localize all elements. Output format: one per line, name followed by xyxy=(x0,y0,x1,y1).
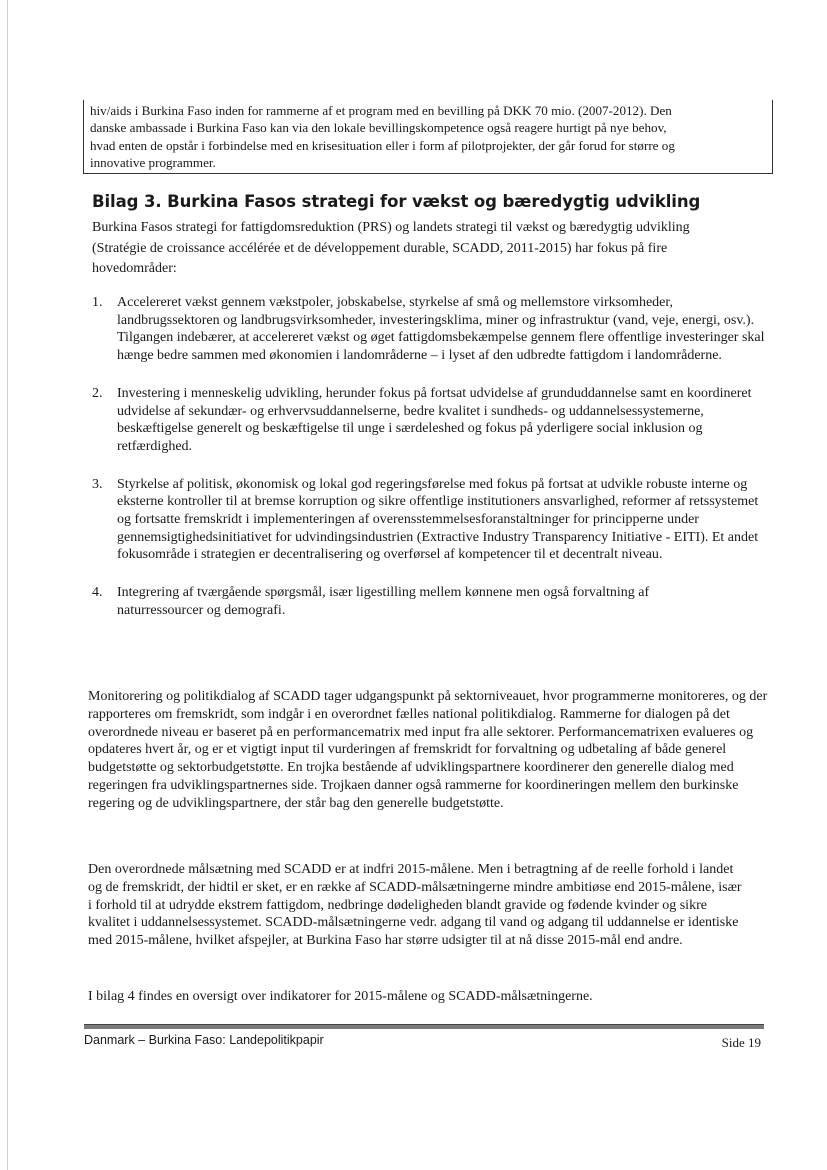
list-number: 4. xyxy=(92,585,103,601)
box-line: hvad enten de opstår i forbindelse med en krisesituation eller i form af pilotprojekter, der går forud for større og xyxy=(90,137,675,153)
scan-edge-line xyxy=(7,0,8,1170)
footer-rule xyxy=(84,1024,764,1029)
focus-areas-list xyxy=(92,294,772,620)
page-number: Side 19 xyxy=(721,1035,761,1050)
list-text: Styrkelse af politisk, økonomisk og lokal god regeringsførelse med fokus på fortsat at udvikle robuste interne og eksterne kontroller til at bremse korruption og sikre offentlige institutioners ansvarlighed, reformer af retssystemet og fortsatte fremskridt i implementeringen af overensstemmelsesforanstaltninger for principperne under gennemsigtighedsinitiativet for udvindingsindustrien (Extractive Industry Transparency Initiative - EITI). Et andet fokusområde i strategien er decentralisering og overførsel af kompetencer til et decentralt niveau. xyxy=(117,476,759,563)
box-line: innovative programmer. xyxy=(90,155,216,171)
box-line: danske ambassade i Burkina Faso kan via den lokale bevillingskompetence også reagere hurtigt på nye behov, xyxy=(90,120,667,136)
monitoring-paragraph: Monitorering og politikdialog af SCADD tager udgangspunkt på sektorniveauet, hvor programmerne monitoreres, og der rapporteres om fremskridt, som indgår i en overordnet fælles national politikdialog. Rammerne for dialogen på det overordnede niveau er baseret på en performancematrix med input fra alle sektorer. Performancematrixen evalueres og opdateres hvert år, og er et vigtigt input til vurderingen af fremskridt for forvaltning og udbetaling af både generel budgetstøtte og sektorbudgetstøtte. En trojka bestående af udviklingspartnere koordinerer den generelle dialog med regeringen fra udviklingspartnernes side. Trojkaen danner også rammerne for koordineringen mellem den burkinske regering og de udviklingspartnere, der står bag den generelle budgetstøtte. xyxy=(88,689,768,811)
list-text: Accelereret vækst gennem vækstpoler, jobskabelse, styrkelse af små og mellemstore virksomheder, landbrugssektoren og landbrugsvirksomheder, investeringsklima, miner og infrastruktur (vand, veje, energi, osv.). Tilgangen indebærer, at accelereret vækst og øget fattigdomsbekæmpelse gennem flere offentlige investeringer skal hænge bedre sammen med økonomien i landområderne – i lyset af den udbredte fattigdom i landområderne. xyxy=(117,295,765,364)
annex-heading: Bilag 3. Burkina Fasos strategi for vækst og bæredygtig udvikling xyxy=(92,192,701,211)
list-number: 2. xyxy=(92,385,103,401)
intro-paragraph: Burkina Fasos strategi for fattigdomsreduktion (PRS) og landets strategi til vækst og bæredygtig udvikling (Stratégie de croissance accélérée et de développement durable, SCADD, 2011-2015) har fokus på fire hovedområder: xyxy=(92,220,690,276)
annex-reference-paragraph: I bilag 4 findes en oversigt over indikatorer for 2015-målene og SCADD-målsætningerne. xyxy=(88,989,593,1004)
list-item xyxy=(92,584,737,619)
goals-paragraph: Den overordnede målsætning med SCADD er at indfri 2015-målene. Men i betragtning af de reelle forhold i landet og de fremskridt, der hidtil er sket, er en række af SCADD-målsætningerne mindre ambitiøse end 2015-målene, især i forhold til at udrydde ekstrem fattigdom, nedbringe dødeligheden blandt gravide og fødende kvinder og sikre kvalitet i uddannelsessystemet. SCADD-målsætningerne vedr. adgang til vand og adgang til uddannelse er identiske med 2015-målene, hvilket afspejler, at Burkina Faso har større udsigter til at nå disse 2015-mål end andre. xyxy=(88,862,742,949)
footer-title: Danmark – Burkina Faso: Landepolitikpapir xyxy=(84,1033,324,1047)
list-number: 1. xyxy=(92,295,103,310)
list-text: Investering i menneskelig udvikling, herunder fokus på fortsat udvidelse af grunduddannelse samt en koordineret udvidelse af sekundær- og erhvervsuddannelserne, bedre kvalitet i sundheds- og uddannelsessystemerne, beskæftigelse generelt og beskæftigelse til unge i særdeleshed og fokus på yderligere social inklusion og retfærdighed. xyxy=(117,385,752,454)
list-text: Integrering af tværgående spørgsmål, især ligestilling mellem kønnene men også forvaltning af naturressourcer og demografi. xyxy=(117,585,650,618)
box-line: hiv/aids i Burkina Faso inden for rammerne af et program med en bevilling på DKK 70 mio. (2007-2012). Den xyxy=(90,103,672,118)
list-number: 3. xyxy=(92,476,103,492)
list-item xyxy=(92,385,765,456)
list-item xyxy=(92,294,777,365)
list-item xyxy=(92,476,775,565)
continued-text-box xyxy=(83,100,773,174)
